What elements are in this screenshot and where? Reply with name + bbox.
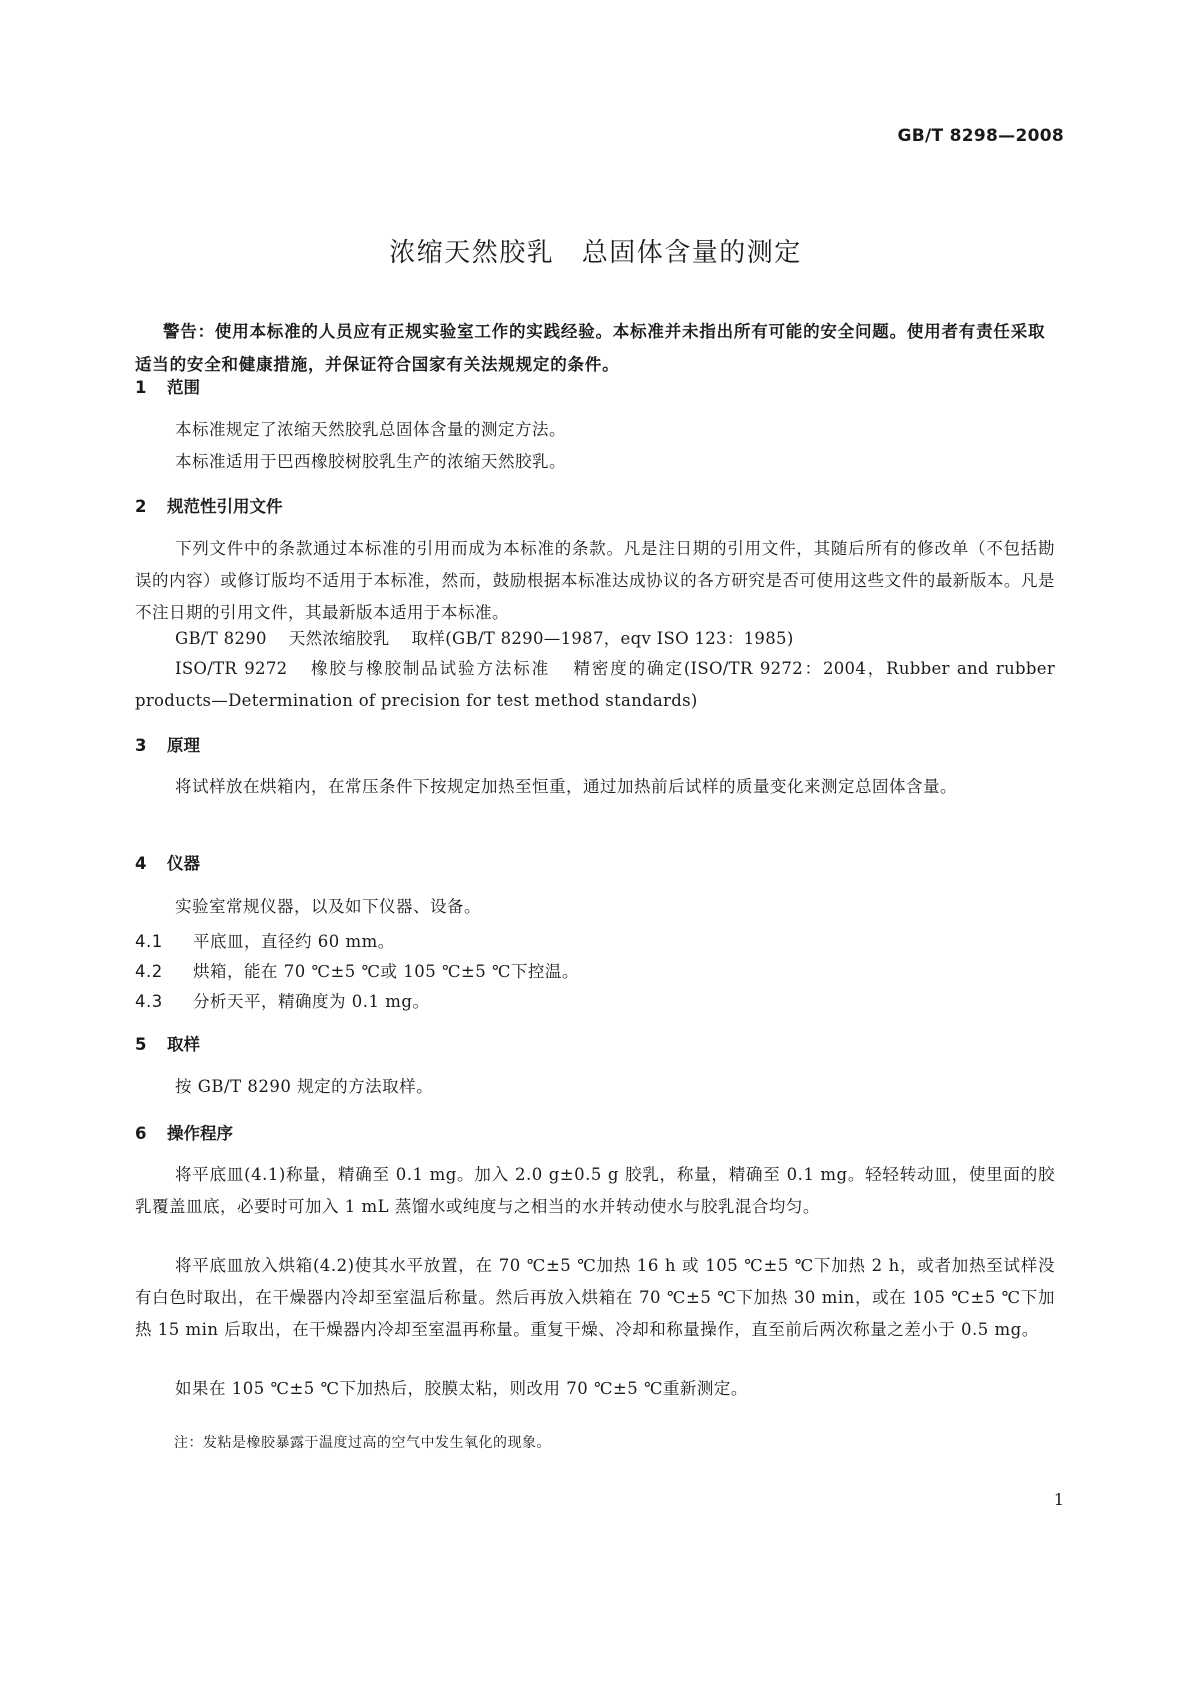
- reference-gb-t-8290: [135, 623, 1055, 655]
- list-item: [135, 958, 579, 982]
- list-item: [135, 928, 395, 952]
- section-title: 规范性引用文件: [167, 497, 283, 516]
- item-number: 4.1: [135, 932, 163, 951]
- list-item: [135, 988, 429, 1012]
- section-title: 取样: [167, 1035, 200, 1054]
- section-number: 2: [135, 497, 147, 516]
- document-title: 浓缩天然胶乳 总固体含量的测定: [389, 238, 802, 268]
- section-4-paragraph-1: 实验室常规仪器，以及如下仪器、设备。: [175, 897, 481, 916]
- section-6-paragraph-1: 将平底皿(4.1)称量，精确至 0.1 mg。加入 2.0 g±0.5 g 胶乳，称量，精确至 0.1 mg。轻轻转动皿，使里面的胶乳覆盖皿底，必要时可加入 1 mL 蒸馏水或纯度与之相当的水并转动使水与胶乳混合均匀。: [135, 1165, 1055, 1216]
- section-5-heading: [135, 1031, 200, 1055]
- item-text: 平底皿，直径约 60 mm。: [193, 932, 395, 951]
- section-5-paragraph-1: 按 GB/T 8290 规定的方法取样。: [175, 1077, 434, 1096]
- reference-code: ISO/TR 9272: [175, 659, 288, 678]
- section-title: 原理: [167, 736, 200, 755]
- section-3-paragraph-1: 将试样放在烘箱内，在常压条件下按规定加热至恒重，通过加热前后试样的质量变化来测定总固体含量。: [175, 777, 957, 796]
- note: 注：发粘是橡胶暴露于温度过高的空气中发生氧化的现象。: [174, 1435, 551, 1451]
- section-number: 6: [135, 1124, 147, 1143]
- safety-warning: 警告：使用本标准的人员应有正规实验室工作的实践经验。本标准并未指出所有可能的安全问题。使用者有责任采取适当的安全和健康措施，并保证符合国家有关法规规定的条件。: [135, 322, 1046, 374]
- reference-title: 天然浓缩胶乳: [288, 629, 390, 648]
- section-number: 3: [135, 736, 147, 755]
- section-1-paragraph-1: 本标准规定了浓缩天然胶乳总固体含量的测定方法。: [175, 420, 566, 439]
- item-number: 4.2: [135, 962, 163, 981]
- section-number: 1: [135, 378, 147, 397]
- section-6-paragraph-2: 将平底皿放入烘箱(4.2)使其水平放置，在 70 ℃±5 ℃加热 16 h 或 105 ℃±5 ℃下加热 2 h，或者加热至试样没有白色时取出，在干燥器内冷却至室温后称量。然后再放入烘箱在 70 ℃±5 ℃下加热 30 min，或在 105 ℃±5 ℃下加热 15 min 后取出，在干燥器内冷却至室温再称量。重复干燥、冷却和称量操作，直至前后两次称量之差小于 0.5 mg。: [135, 1256, 1055, 1339]
- section-1-paragraph-2: 本标准适用于巴西橡胶树胶乳生产的浓缩天然胶乳。: [175, 452, 566, 471]
- reference-description: 取样(GB/T 8290—1987，eqv ISO 123：1985): [411, 629, 794, 648]
- section-4-heading: [135, 850, 200, 874]
- section-number: 5: [135, 1035, 147, 1054]
- section-2-heading: [135, 493, 283, 517]
- section-2-paragraph-1: 下列文件中的条款通过本标准的引用而成为本标准的条款。凡是注日期的引用文件，其随后所有的修改单（不包括勘误的内容）或修订版均不适用于本标准，然而，鼓励根据本标准达成协议的各方研究是否可使用这些文件的最新版本。凡是不注日期的引用文件，其最新版本适用于本标准。: [135, 539, 1055, 622]
- item-text: 分析天平，精确度为 0.1 mg。: [193, 992, 430, 1011]
- section-6-paragraph-3: 如果在 105 ℃±5 ℃下加热后，胶膜太粘，则改用 70 ℃±5 ℃重新测定。: [175, 1379, 748, 1398]
- item-text: 烘箱，能在 70 ℃±5 ℃或 105 ℃±5 ℃下控温。: [193, 962, 579, 981]
- standard-number: GB/T 8298—2008: [897, 126, 1064, 146]
- section-title: 范围: [167, 378, 200, 397]
- section-6-heading: [135, 1120, 233, 1144]
- section-title: 仪器: [167, 854, 200, 873]
- section-1-heading: [135, 374, 200, 398]
- reference-description: 精密度的确定(ISO/TR 9272：2004，Rubber and rubber products—Determination of precision for test method standards): [135, 659, 1056, 710]
- section-3-heading: [135, 732, 200, 756]
- reference-title: 橡胶与橡胶制品试验方法标准: [309, 659, 550, 678]
- section-number: 4: [135, 854, 147, 873]
- page-number: 1: [1053, 1490, 1064, 1509]
- reference-code: GB/T 8290: [175, 629, 267, 648]
- reference-iso-tr-9272: [135, 653, 1055, 717]
- item-number: 4.3: [135, 992, 163, 1011]
- section-title: 操作程序: [167, 1124, 233, 1143]
